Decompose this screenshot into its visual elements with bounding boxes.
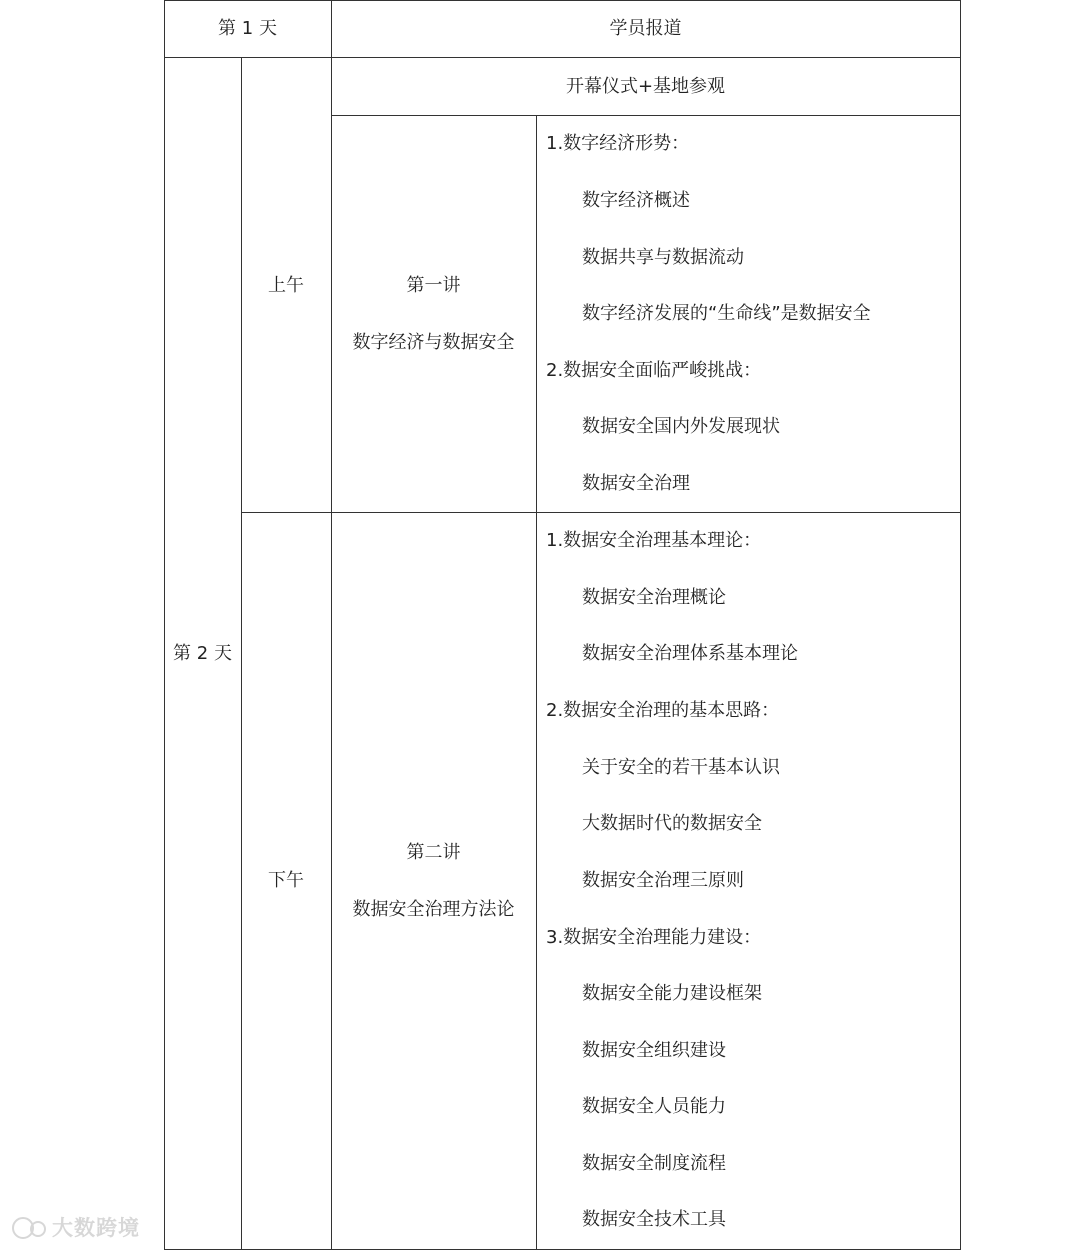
afternoon-detail-item: 数据安全治理体系基本理论 bbox=[582, 643, 798, 664]
morning-lecture-title: 第一讲 bbox=[406, 275, 461, 296]
afternoon-detail-heading: 1.数据安全治理基本理论： bbox=[546, 530, 762, 551]
afternoon-detail-item: 数据安全组织建设 bbox=[582, 1040, 726, 1061]
afternoon-detail-item: 大数据时代的数据安全 bbox=[582, 813, 762, 834]
table-border-top bbox=[164, 0, 961, 1]
morning-lecture-subtitle: 数字经济与数据安全 bbox=[352, 332, 515, 353]
table-border-right bbox=[960, 0, 961, 1250]
opening-bottom-border bbox=[331, 115, 961, 116]
table-border-left bbox=[164, 0, 165, 1250]
day1-bottom-border bbox=[164, 57, 961, 58]
morning-detail-item: 数据安全国内外发展现状 bbox=[582, 416, 780, 437]
day1-content: 学员报道 bbox=[609, 18, 682, 39]
brand-watermark-text: 大数跨境 bbox=[52, 1216, 140, 1240]
afternoon-period-label: 下午 bbox=[268, 870, 304, 891]
day2-label: 第 2 天 bbox=[173, 643, 232, 664]
day-column-divider bbox=[241, 57, 242, 1250]
afternoon-detail-heading: 2.数据安全治理的基本思路： bbox=[546, 700, 780, 721]
day2-opening: 开幕仪式+基地参观 bbox=[565, 76, 726, 97]
afternoon-detail-item: 数据安全治理概论 bbox=[582, 587, 726, 608]
afternoon-detail-item: 关于安全的若干基本认识 bbox=[582, 757, 780, 778]
lecture-column-divider bbox=[536, 115, 537, 1250]
morning-detail-item: 数据共享与数据流动 bbox=[582, 247, 744, 268]
afternoon-detail-heading: 3.数据安全治理能力建设： bbox=[546, 927, 762, 948]
morning-detail-heading: 1.数字经济形势： bbox=[546, 133, 690, 154]
brand-watermark bbox=[10, 1213, 140, 1241]
morning-period-label: 上午 bbox=[268, 275, 304, 296]
morning-detail-item: 数据安全治理 bbox=[582, 473, 690, 494]
morning-bottom-border bbox=[241, 512, 961, 513]
day1-label: 第 1 天 bbox=[218, 18, 277, 39]
afternoon-detail-item: 数据安全制度流程 bbox=[582, 1153, 726, 1174]
morning-detail-item: 数字经济发展的“生命线”是数据安全 bbox=[582, 303, 871, 324]
afternoon-lecture-subtitle: 数据安全治理方法论 bbox=[352, 899, 515, 920]
afternoon-detail-item: 数据安全治理三原则 bbox=[582, 870, 744, 891]
morning-detail-item: 数字经济概述 bbox=[582, 190, 690, 211]
afternoon-lecture-title: 第二讲 bbox=[406, 842, 461, 863]
afternoon-detail-item: 数据安全技术工具 bbox=[582, 1209, 726, 1230]
afternoon-detail-item: 数据安全能力建设框架 bbox=[582, 983, 762, 1004]
brand-logo-icon bbox=[10, 1215, 46, 1239]
period-column-divider bbox=[331, 0, 332, 1250]
morning-detail-heading: 2.数据安全面临严峻挑战： bbox=[546, 360, 762, 381]
afternoon-detail-item: 数据安全人员能力 bbox=[582, 1096, 726, 1117]
